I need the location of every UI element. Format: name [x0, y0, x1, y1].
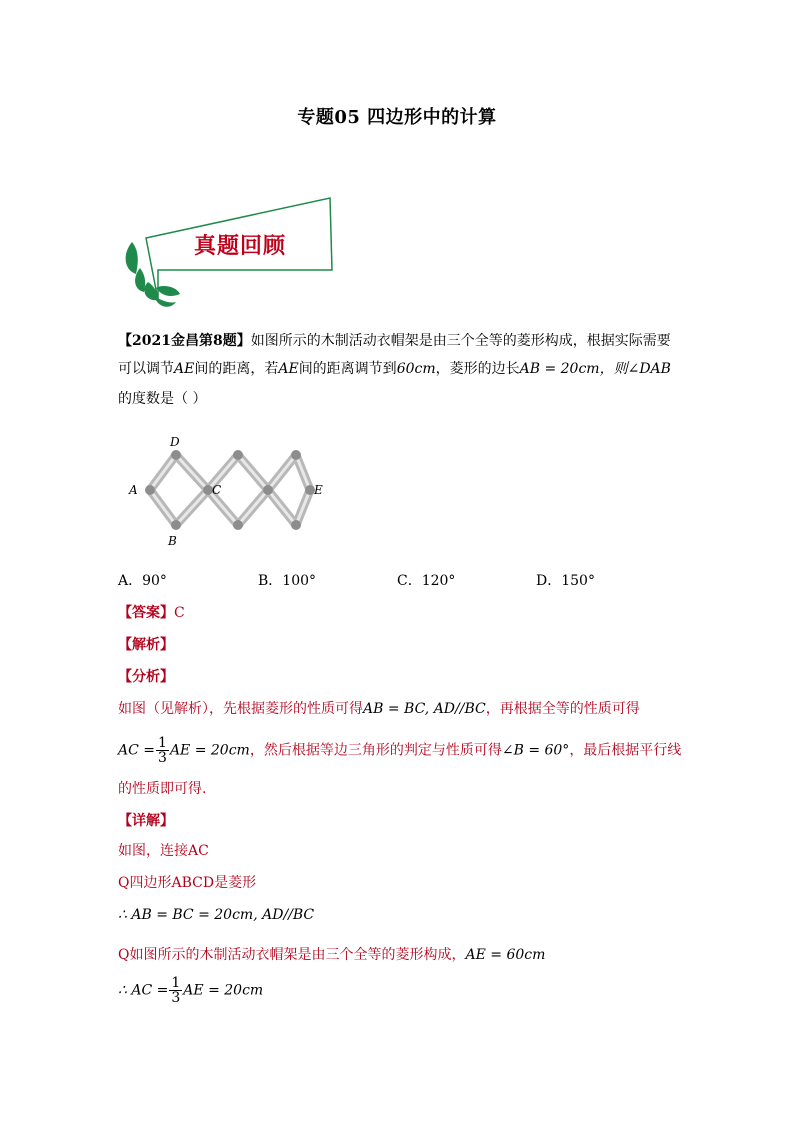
question-source: 【2021金昌第8题】 — [118, 333, 251, 349]
option-c: C．120° — [397, 573, 456, 589]
detail-text: Q如图所示的木制活动衣帽架是由三个全等的菱形构成， — [118, 947, 466, 963]
detail-line-4 — [118, 944, 688, 966]
option-d: D．150° — [536, 573, 595, 589]
detail-label: 【详解】 — [118, 813, 174, 829]
leaf-4 — [156, 286, 180, 296]
fenxi-text: ，再根据全等的性质可得 — [485, 701, 640, 717]
question-line-2 — [118, 358, 688, 380]
q-text: 间的距离，若 — [194, 361, 279, 377]
question-text-1: 如图所示的木制活动衣帽架是由三个全等的菱形构成，根据实际需要 — [250, 333, 671, 349]
option-b: B．100° — [258, 573, 317, 589]
answer-value: C — [174, 605, 185, 621]
question-line-1 — [118, 330, 688, 352]
fenxi-line-1 — [118, 698, 688, 720]
fenxi-math: ∠B = 60° — [501, 742, 570, 759]
q-math: AE — [278, 361, 299, 377]
frac-num: 1 — [171, 975, 181, 991]
detail-line-1: 如图，连接AC — [118, 843, 209, 859]
q-math: 60cm — [396, 361, 436, 377]
option-a: A．90° — [118, 573, 167, 589]
banner-title: 真题回顾 — [194, 233, 287, 259]
q-text: 可以调节 — [118, 361, 174, 377]
detail-line-3: ∴ AB = BC = 20cm, AD//BC — [118, 907, 315, 923]
fenxi-text: ，然后根据等边三角形的判定与性质可得 — [249, 742, 502, 759]
answer-line — [118, 602, 185, 622]
fenxi-text: ，最后根据平行线 — [569, 742, 682, 759]
frac-num: 1 — [158, 735, 167, 751]
q-text: ，菱形的边长 — [435, 361, 520, 377]
detail-math: ∴ AC = — [118, 982, 169, 999]
q-math: AB = 20cm — [519, 361, 600, 377]
coat-rack-figure — [126, 433, 332, 551]
label-a: A — [129, 483, 138, 497]
detail-line-2: Q四边形ABCD是菱形 — [118, 875, 257, 891]
page-title: 专题05 四边形中的计算 — [297, 107, 497, 128]
fenxi-label: 【分析】 — [118, 669, 174, 685]
frac-den: 3 — [171, 990, 181, 1006]
fenxi-line-2 — [118, 736, 688, 765]
fraction-one-third — [169, 976, 182, 1005]
q-math: ，则∠DAB — [599, 361, 671, 377]
q-text: 间的距离调节到 — [298, 361, 397, 377]
detail-line-5 — [118, 976, 263, 1005]
leaf-1 — [126, 242, 138, 274]
fenxi-text: 如图（见解析），先根据菱形的性质可得 — [118, 701, 363, 717]
question-line-3: 的度数是（ ） — [118, 391, 207, 407]
answer-label: 【答案】 — [118, 605, 174, 621]
fenxi-math: AE = 20cm — [169, 742, 250, 759]
q-math: AE — [174, 361, 195, 377]
label-d: D — [170, 435, 180, 449]
analysis-label: 【解析】 — [118, 637, 174, 653]
leaf-2 — [135, 268, 145, 292]
detail-math: AE = 60cm — [465, 947, 546, 963]
fenxi-line-3: 的性质即可得. — [118, 781, 207, 797]
fenxi-math: AC = — [118, 742, 156, 759]
label-c: C — [212, 483, 222, 497]
label-b: B — [168, 534, 177, 548]
fraction-one-third — [156, 736, 169, 765]
label-e: E — [314, 483, 323, 497]
fenxi-math: AB = BC, AD//BC — [363, 701, 486, 717]
frac-den: 3 — [158, 750, 167, 766]
detail-math: AE = 20cm — [183, 982, 264, 999]
